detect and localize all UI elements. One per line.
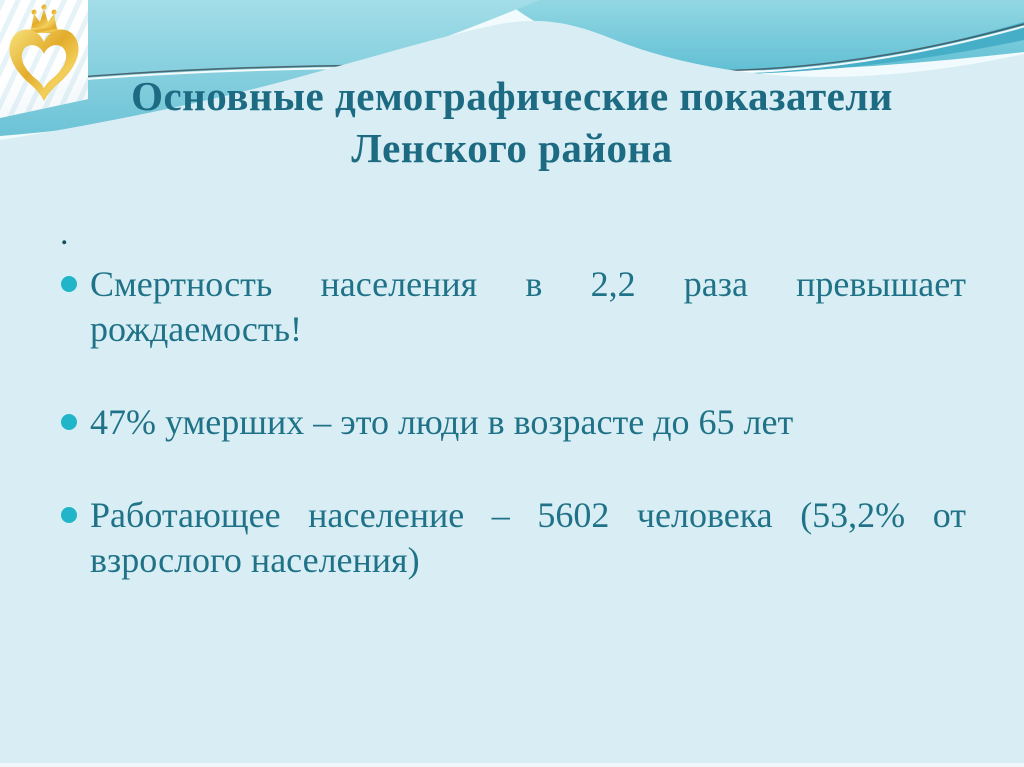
slide-title-line1: Основные демографические показатели — [131, 73, 893, 119]
bullet-item-mortality — [50, 262, 966, 352]
bullet-text: Смертность населения в 2,2 раза превышает рождаемость! — [90, 264, 966, 349]
bullet-list — [50, 262, 966, 583]
bullet-dot-icon — [61, 414, 77, 430]
bullet-dot-icon — [61, 507, 77, 523]
bullet-text: Работающее население – 5602 человека (53,2% от взрослого населения) — [90, 495, 966, 580]
slide-body — [50, 212, 966, 631]
bullet-text: 47% умерших – это люди в возрасте до 65 лет — [90, 402, 794, 442]
bullet-item-deaths-under-65 — [50, 400, 966, 445]
slide-title-line2: Ленского района — [351, 125, 673, 171]
slide-bottom-edge — [0, 763, 1024, 767]
bullet-item-working-population — [50, 493, 966, 583]
bullet-dot-icon — [61, 276, 77, 292]
slide-title — [40, 70, 984, 174]
stray-period: . — [60, 215, 69, 252]
